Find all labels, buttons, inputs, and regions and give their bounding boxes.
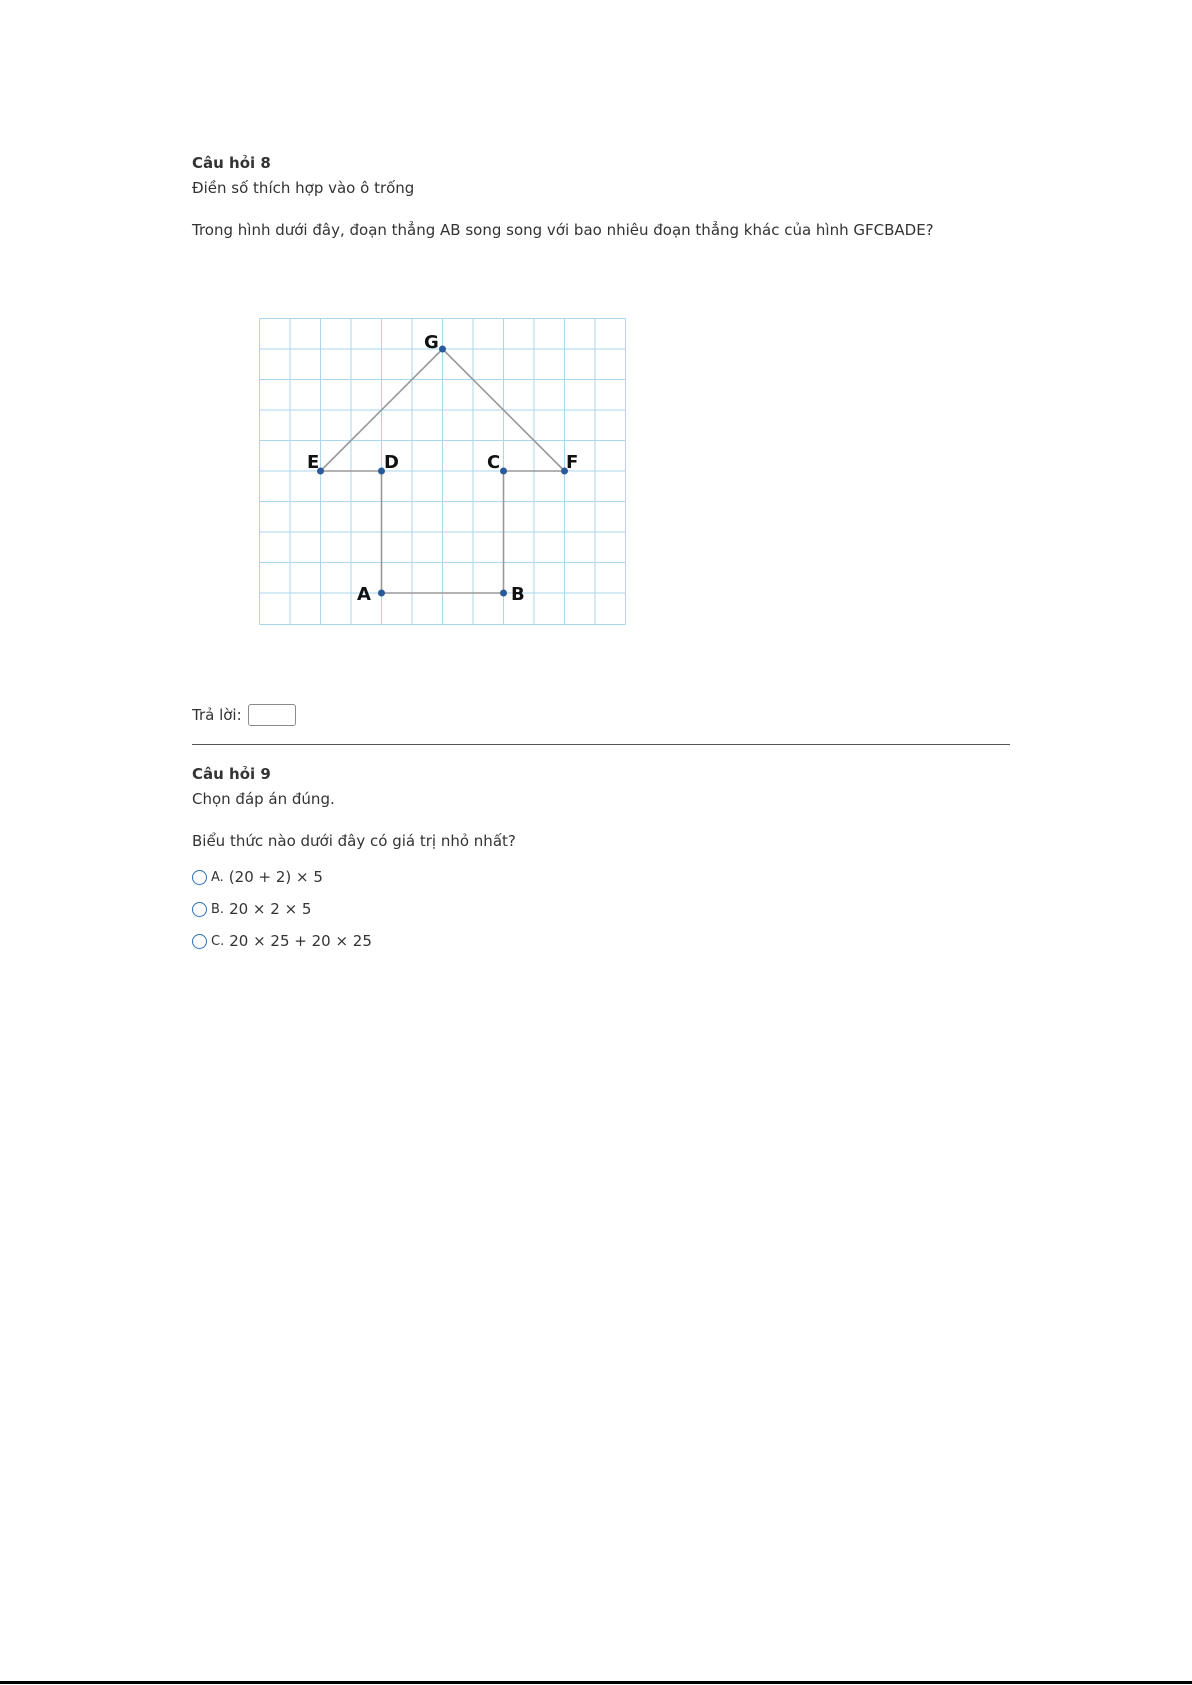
option-b-text: 20 × 2 × 5 [229,900,312,918]
point-B [500,590,507,597]
label-D: D [384,452,399,473]
answer-label: Trả lời: [192,706,242,724]
option-a[interactable] [192,866,323,888]
option-a-text: (20 + 2) × 5 [228,868,323,886]
label-B: B [511,584,525,605]
label-G: G [424,332,439,353]
q8-answer-row [192,704,296,726]
q9-instruction: Chọn đáp án đúng. [192,790,335,808]
page-bottom-border [0,1681,1192,1684]
radio-b[interactable] [192,902,207,917]
option-c-letter: C. [211,933,225,949]
option-c[interactable] [192,930,372,952]
option-a-letter: A. [211,869,224,885]
label-C: C [487,452,501,473]
label-F: F [566,452,579,473]
option-b-letter: B. [211,901,225,917]
radio-c[interactable] [192,934,207,949]
label-A: A [357,584,371,605]
q9-question: Biểu thức nào dưới đây có giá trị nhỏ nhất? [192,832,516,850]
option-b[interactable] [192,898,311,920]
divider [192,744,1010,745]
q8-figure [255,314,630,629]
option-c-text: 20 × 25 + 20 × 25 [229,932,372,950]
point-G [439,346,446,353]
label-E: E [307,452,320,473]
q8-title: Câu hỏi 8 [192,154,271,172]
q8-instruction: Điền số thích hợp vào ô trống [192,179,415,197]
radio-a[interactable] [192,870,207,885]
q9-title: Câu hỏi 9 [192,765,271,783]
point-A [378,590,385,597]
q8-question: Trong hình dưới đây, đoạn thẳng AB song song với bao nhiêu đoạn thẳng khác của hình GFCBADE? [192,221,934,239]
point-C [500,468,507,475]
answer-input[interactable] [248,704,296,726]
